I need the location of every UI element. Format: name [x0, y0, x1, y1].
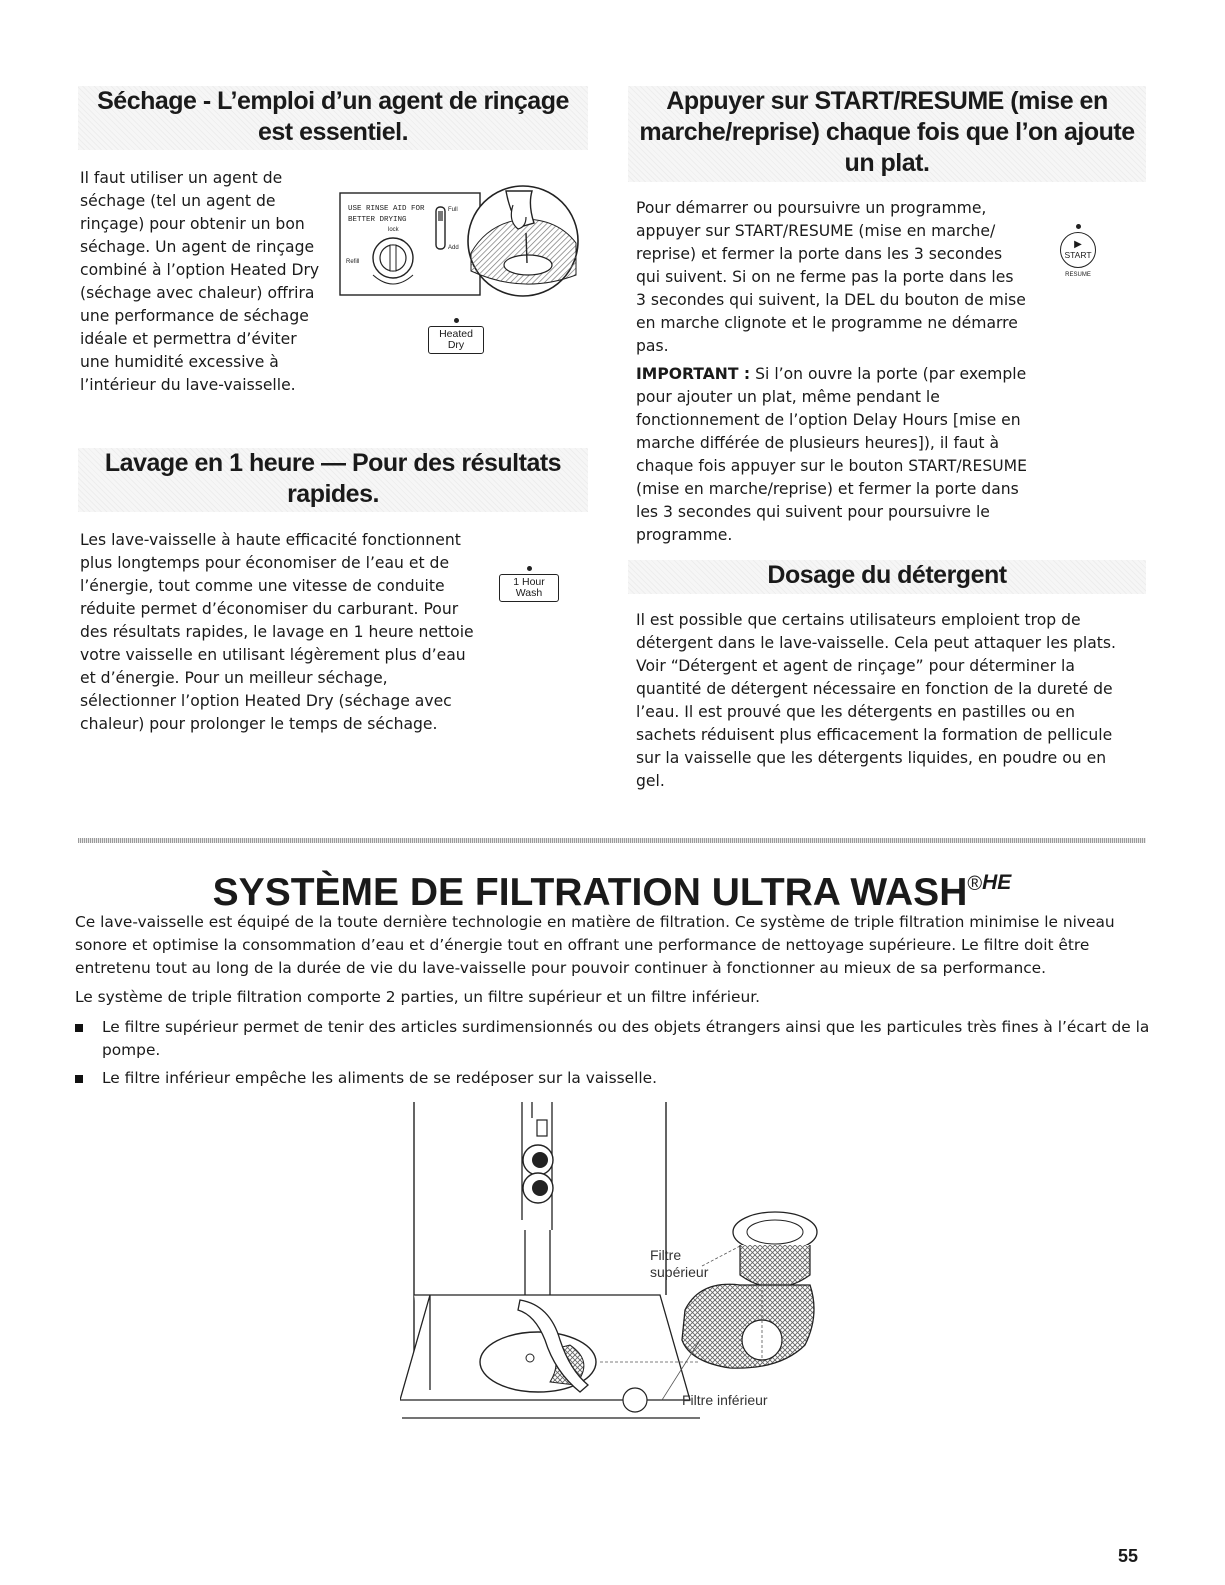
resume-label: RESUME — [1065, 272, 1091, 278]
heated-dry-line1: Heated — [439, 328, 473, 340]
filtration-parts: Le système de triple filtration comporte 2 parties, un filtre supérieur et un filtre inférieur. — [75, 988, 761, 1006]
start-resume-heading — [628, 86, 1146, 182]
start-resume-button-icon — [1055, 224, 1101, 278]
list-item — [75, 1016, 1155, 1062]
section-divider — [78, 838, 1146, 843]
he-mark: HE — [982, 871, 1012, 894]
detergent-heading — [628, 560, 1146, 594]
upper-filter-label-line1: Filtre — [650, 1247, 682, 1263]
drying-heading-text: Séchage - L’emploi d’un agent de rinçage est essentiel. — [97, 87, 569, 146]
start-circle-icon — [1060, 232, 1096, 268]
led-indicator-icon — [1076, 224, 1081, 229]
important-note — [636, 363, 1028, 547]
led-indicator-icon — [527, 566, 532, 571]
bullet-text: Le filtre inférieur empêche les aliments de se redéposer sur la vaisselle. — [102, 1069, 657, 1087]
one-hour-wash-line2: Wash — [515, 587, 543, 599]
page-number: 55 — [1118, 1546, 1139, 1566]
bullet-icon — [75, 1075, 83, 1083]
dispenser-label-line1: USE RINSE AID FOR — [348, 205, 425, 213]
drying-heading — [78, 86, 588, 150]
important-label: IMPORTANT : — [636, 365, 751, 383]
detergent-body: Il est possible que certains utilisateurs emploient trop de détergent dans le lave-vaisselle. Cela peut attaquer les plats. Voir “Détergent et agent de rinçage” pour déterminer la quantité de détergent nécessaire en fonction de la dureté de l’eau. Il est prouvé que les détergents en pastilles ou en sachets réduisent plus efficacement la formation de pellicule sur la vaisselle que les détergents liquides, en poudre ou en gel. — [636, 611, 1116, 790]
list-item — [75, 1067, 1155, 1090]
dispenser-label-line2: BETTER DRYING — [348, 216, 407, 224]
heated-dry-line2: Dry — [447, 339, 465, 351]
dispenser-add-label: Add — [448, 245, 459, 251]
registered-mark: ® — [967, 873, 983, 895]
lower-filter-label: Filtre inférieur — [682, 1392, 768, 1408]
dispenser-refill-label: Refill — [346, 259, 360, 265]
upper-filter-label-line2: supérieur — [650, 1264, 709, 1280]
quick-wash-body: Les lave-vaisselle à haute efficacité fonctionnent plus longtemps pour économiser de l’eau et de l’énergie, tout comme une vitesse de conduite réduite permet d’économiser du carburant. Pour des résultats rapides, le lavage en 1 heure nettoie votre vaisselle en utilisant légèrement plus d’eau et d’énergie. Pour un meilleur séchage, sélectionner l’option Heated Dry (séchage avec chaleur) pour prolonger le temps de séchage. — [80, 531, 474, 733]
heated-dry-button-icon — [428, 318, 484, 354]
play-arrow-icon: ▶ — [1074, 239, 1082, 250]
spray-tube-clip — [537, 1120, 547, 1136]
led-indicator-icon — [454, 318, 459, 323]
bullet-icon — [75, 1024, 83, 1032]
start-label: START — [1064, 250, 1092, 260]
important-body: Si l’on ouvre la porte (par exemple pour ajouter un plat, même pendant le fonctionnement de l’option Delay Hours [mise en marche différée de plusieurs heures]), il faut à chaque fois appuyer sur le bouton START/RESUME (mise en marche/reprise) et fermer la porte dans les 3 secondes qui suivent pour poursuivre le programme. — [636, 365, 1027, 544]
drying-body: Il faut utiliser un agent de séchage (tel un agent de rinçage) pour obtenir un bon séchage. Un agent de rinçage combiné à l’option Heated Dry (séchage avec chaleur) offrira une performance de séchage idéale et permettra d’éviter une humidité excessive à l’intérieur du lave-vaisselle. — [80, 169, 320, 394]
start-resume-body: Pour démarrer ou poursuivre un programme, appuyer sur START/RESUME (mise en marche/ reprise) et fermer la porte dans les 3 secondes qui suivent. Si on ne ferme pas la porte dans les 3 secondes qui suivent, la DEL du bouton de mise en marche clignote et le programme ne démarre pas. — [636, 199, 1026, 355]
filtration-intro: Ce lave-vaisselle est équipé de la toute dernière technologie en matière de filtration. Ce système de triple filtration minimise le niveau sonore et optimise la consommation d’eau et d’énergie tout en offrant une performance de nettoyage supérieure. Le filtre doit être entretenu tout au long de la durée de vie du lave-vaisselle pour pouvoir continuer à fonctionner au mieux de sa performance. — [75, 913, 1115, 977]
dispenser-full-label: Full — [448, 207, 458, 213]
one-hour-wash-line1: 1 Hour — [513, 576, 545, 588]
filtration-title-text: SYSTÈME DE FILTRATION ULTRA WASH — [212, 871, 968, 914]
bullet-text: Le filtre supérieur permet de tenir des articles surdimensionnés ou des objets étrangers ainsi que les particules très fines à l’écart de la pompe. — [102, 1018, 1150, 1059]
start-resume-heading-text: Appuyer sur START/RESUME (mise en marche/reprise) chaque fois que l’on ajoute un plat. — [639, 87, 1135, 177]
detergent-heading-text: Dosage du détergent — [767, 561, 1007, 589]
one-hour-wash-button-icon — [499, 566, 559, 602]
quick-wash-heading — [78, 448, 588, 512]
filtration-title — [78, 858, 1146, 918]
rinse-aid-dispenser-illustration — [338, 183, 588, 313]
dispenser-lock-label: lock — [388, 227, 399, 233]
quick-wash-heading-text: Lavage en 1 heure — Pour des résultats rapides. — [104, 449, 562, 508]
dishwasher-filter-illustration — [400, 1100, 840, 1440]
